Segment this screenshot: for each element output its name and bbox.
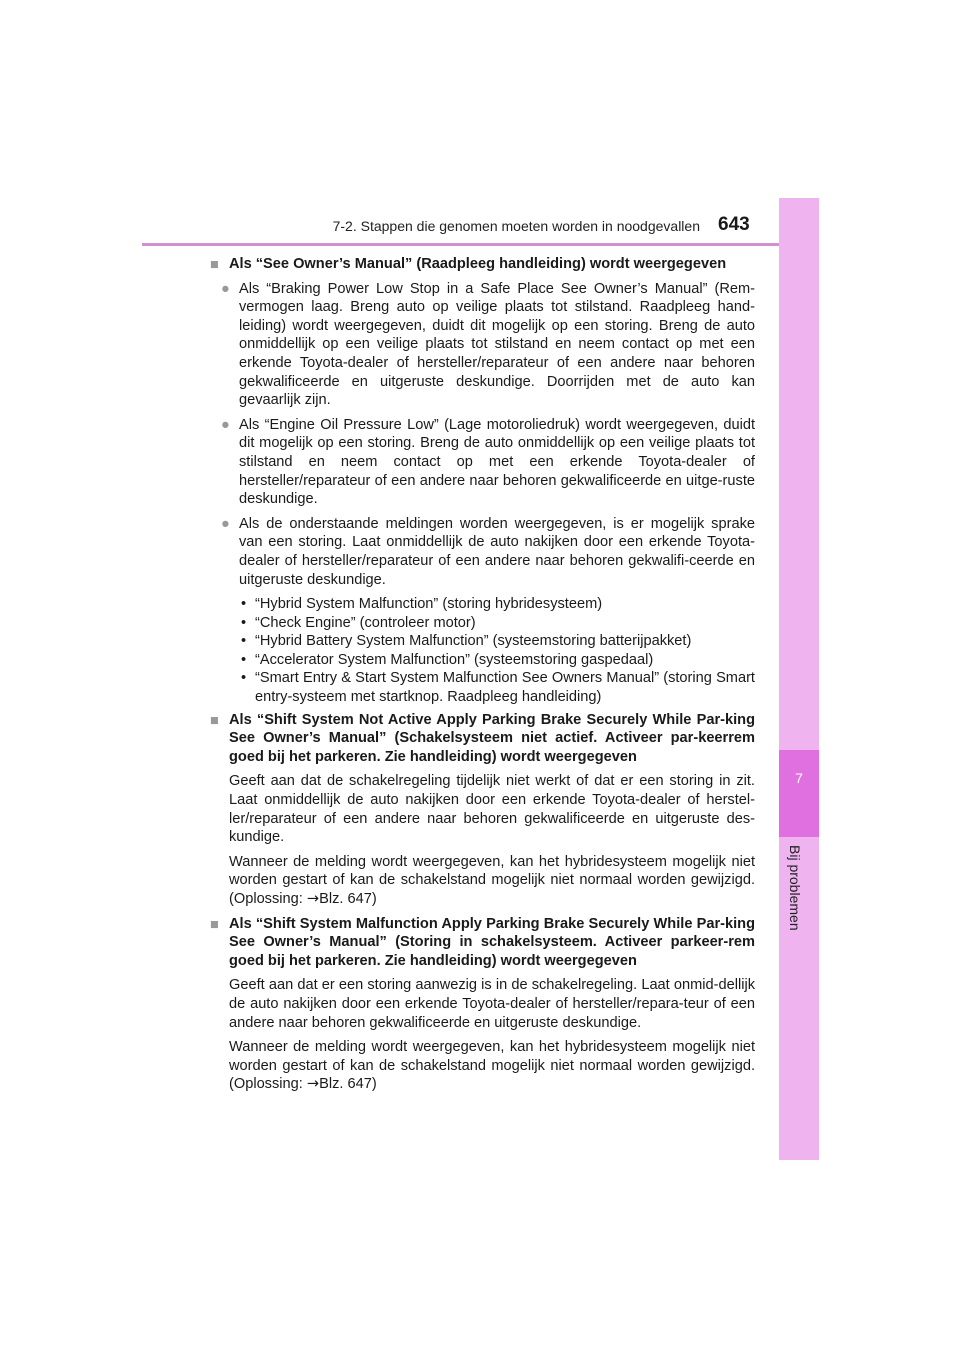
sub-list-item <box>210 614 755 633</box>
chapter-number: 7 <box>795 770 803 786</box>
message-list <box>210 595 755 707</box>
section-heading <box>210 255 755 274</box>
sub-list-item <box>210 632 755 651</box>
page-number: 643 <box>718 214 750 235</box>
section-title: 7-2. Stappen die genomen moeten worden in noodgevallen <box>332 218 700 234</box>
square-bullet-icon: ■ <box>210 712 219 729</box>
sub-list-item <box>210 651 755 670</box>
page-reference-link[interactable]: Blz. 647 <box>319 891 372 907</box>
list-item <box>210 280 755 410</box>
header-rule <box>142 243 819 246</box>
sub-item-text: “Check Engine” (controleer motor) <box>255 614 476 631</box>
paragraph-end: ) <box>371 891 377 907</box>
item-text: Als de onderstaande meldingen worden weergegeven, is er mogelijk sprake van een storing. Laat onmiddellijk de auto nakijken door een erkende Toyota-dealer of hersteller/reparateur of een andere naar behoren gekwalifi-ceerde en uitgeruste deskundige. <box>239 515 755 588</box>
small-bullet-icon: • <box>241 651 247 668</box>
paragraph: Geeft aan dat er een storing aanwezig is in de schakelregeling. Laat onmid-dellijk de auto nakijken door een erkende Toyota-dealer of hersteller/repara-teur of een andere naar behoren gekwalificeerde en uitgeruste deskundige. <box>229 977 755 1031</box>
sub-item-text: “Hybrid System Malfunction” (storing hybridesysteem) <box>255 596 603 613</box>
item-text: Als “Engine Oil Pressure Low” (Lage motoroliedruk) wordt weergegeven, duidt dit mogelijk op een storing. Breng de auto onmiddellijk op een veilige plaats tot stilstand en neem contact op met een erkende Toyota-dealer of hersteller/reparateur of een andere naar behoren gekwalificeerde en uitge-ruste deskundige. <box>239 416 755 508</box>
section-heading <box>210 915 755 971</box>
sub-list-item <box>210 669 755 706</box>
item-text: Als “Braking Power Low Stop in a Safe Place See Owner’s Manual” (Rem-vermogen laag. Breng auto op veilige plaats tot stilstand. Raadpleeg hand-leiding) wordt weergegeven, duidt dit mogelijk op een storing. Breng de auto onmiddellijk op een veilige plaats tot stilstand en neem contact op met een erkende Toyota-dealer of hersteller/reparateur of een andere naar behoren gekwalificeerde en uitgeruste deskundige. Doorrijden met de auto kan gevaarlijk zijn. <box>239 280 755 409</box>
chapter-number-block <box>779 750 819 837</box>
paragraph <box>210 853 755 909</box>
sub-item-text: “Smart Entry & Start System Malfunction See Owners Manual” (storing Smart entry-systeem met startknop. Raadpleeg handleiding) <box>255 670 755 706</box>
dot-bullet-icon: ● <box>221 515 230 532</box>
dot-bullet-icon: ● <box>221 416 230 433</box>
paragraph-end: ) <box>371 1076 377 1093</box>
section-heading <box>210 711 755 767</box>
chapter-title: Bij problemen <box>787 845 803 931</box>
small-bullet-icon: • <box>241 670 247 687</box>
heading-text: Als “Shift System Not Active Apply Parking Brake Securely While Par-king See Owner’s Manual” (Schakelsysteem niet actief. Activeer par-keerrem goed bij het parkeren. Zie handleiding) wordt weergegeven <box>229 711 755 765</box>
paragraph: Geeft aan dat de schakelregeling tijdelijk niet werkt of dat er een storing in zit. Laat onmiddellijk de auto nakijken door een erkende Toyota-dealer of herstel-ler/reparateur of een andere naar behoren gekwalificeerde en uitgeruste des-kundige. <box>229 773 755 846</box>
arrow-right-icon: → <box>306 890 320 907</box>
paragraph-text: Wanneer de melding wordt weergegeven, kan het hybridesysteem mogelijk niet worden gestart of kan de schakelstand mogelijk niet normaal worden gewijzigd. (Oplossing: <box>229 853 755 907</box>
square-bullet-icon: ■ <box>210 257 219 273</box>
page-content <box>210 255 755 1100</box>
sub-list-item <box>210 595 755 614</box>
dot-bullet-icon: ● <box>221 280 230 297</box>
paragraph-text: Wanneer de melding wordt weergegeven, kan het hybridesysteem mogelijk niet worden gestart of kan de schakelstand mogelijk niet normaal worden gewijzigd. (Oplossing: <box>229 1039 755 1093</box>
list-item <box>210 416 755 509</box>
paragraph <box>210 1038 755 1094</box>
list-item <box>210 515 755 589</box>
sub-item-text: “Accelerator System Malfunction” (systeemstoring gaspedaal) <box>255 651 654 668</box>
page-reference-link[interactable]: Blz. 647 <box>319 1076 372 1093</box>
chapter-side-tab <box>779 198 819 1160</box>
small-bullet-icon: • <box>241 614 247 631</box>
small-bullet-icon: • <box>241 596 247 613</box>
square-bullet-icon: ■ <box>210 916 219 933</box>
arrow-right-icon: → <box>306 1075 320 1093</box>
heading-text: Als “Shift System Malfunction Apply Parking Brake Securely While Par-king See Owner’s Manual” (Storing in schakelsysteem. Activeer parkeer-rem goed bij het parkeren. Zie handleiding) wordt weergegeven <box>229 915 755 969</box>
heading-text: Als “See Owner’s Manual” (Raadpleeg handleiding) wordt weergegeven <box>229 256 727 272</box>
small-bullet-icon: • <box>241 633 247 650</box>
sub-item-text: “Hybrid Battery System Malfunction” (systeemstoring batterijpakket) <box>255 633 692 650</box>
